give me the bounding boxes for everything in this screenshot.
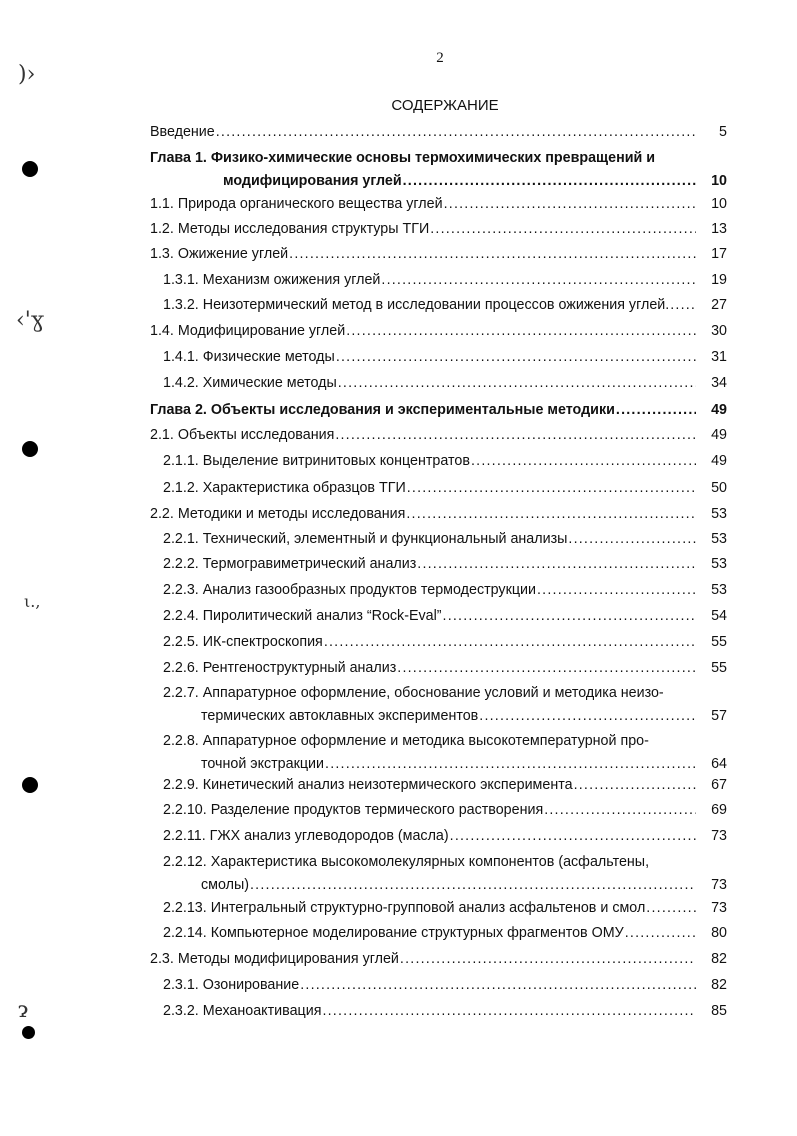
toc-page-number: 31: [711, 349, 727, 365]
page-title: СОДЕРЖАНИЕ: [391, 97, 499, 114]
toc-page-number: 49: [711, 402, 727, 418]
toc-entry-title: 2.2.6. Рентгеноструктурный анализ .....: [163, 660, 700, 676]
toc-page-number: 73: [711, 877, 727, 893]
leader-dots: [216, 124, 696, 140]
leader-dots: [406, 506, 696, 522]
toc-page-number: 55: [711, 660, 727, 676]
scan-mark: )›: [18, 62, 36, 87]
leader-dots: [568, 531, 696, 547]
toc-page-number: 19: [711, 272, 727, 288]
leader-dots: [544, 802, 696, 818]
leader-dots: [381, 272, 696, 288]
leader-dots: [670, 297, 696, 313]
leader-dots: [444, 196, 696, 212]
toc-entry-title: 2.2. Методики и методы исследования .....: [150, 506, 700, 522]
toc-entry-title: 2.1. Объекты исследования .....: [150, 427, 700, 443]
toc-page-number: 27: [711, 297, 727, 313]
toc-entry-title: 2.2.9. Кинетический анализ неизотермического эксперимента .....: [163, 777, 700, 793]
leader-dots: [646, 900, 696, 916]
toc-page-number: 53: [711, 506, 727, 522]
leader-dots: [450, 828, 696, 844]
toc-entry-title: 2.2.3. Анализ газообразных продуктов термодеструкции .....: [163, 582, 700, 598]
toc-page-number: 49: [711, 427, 727, 443]
leader-dots: [417, 556, 696, 572]
toc-page-number: 69: [711, 802, 727, 818]
scan-mark: ‹'ɣ: [16, 308, 45, 333]
leader-dots: [322, 1003, 696, 1019]
toc-page-number: 34: [711, 375, 727, 391]
toc-page-number: 53: [711, 531, 727, 547]
toc-entry-title: 2.2.1. Технический, элементный и функциональный анализы .....: [163, 531, 700, 547]
toc-entry-title: 1.3.1. Механизм ожижения углей .....: [163, 272, 700, 288]
toc-entry-continuation: термических автоклавных экспериментов .....: [201, 708, 700, 724]
toc-page-number: 53: [711, 582, 727, 598]
toc-page-number: 30: [711, 323, 727, 339]
toc-page-number: 53: [711, 556, 727, 572]
toc-entry-title: 2.2.7. Аппаратурное оформление, обоснование условий и методика неизо-: [163, 685, 664, 701]
leader-dots: [430, 221, 696, 237]
toc-page-number: 73: [711, 900, 727, 916]
toc-entry-title: 2.2.8. Аппаратурное оформление и методика высокотемпературной про-: [163, 733, 649, 749]
toc-entry-title: 1.4.2. Химические методы .....: [163, 375, 700, 391]
toc-page-number: 54: [711, 608, 727, 624]
toc-entry-title: Глава 2. Объекты исследования и экспериментальные методики .....: [150, 402, 700, 418]
leader-dots: [300, 977, 696, 993]
toc-entry-title: 2.2.5. ИК-спектроскопия .....: [163, 634, 700, 650]
toc-page-number: 85: [711, 1003, 727, 1019]
toc-entry-title: Глава 1. Физико-химические основы термохимических превращений и: [150, 150, 656, 166]
leader-dots: [625, 925, 696, 941]
toc-entry-title: 2.2.10. Разделение продуктов термического растворения .....: [163, 802, 700, 818]
punch-hole: [22, 441, 38, 457]
toc-page-number: 17: [711, 246, 727, 262]
leader-dots: [403, 173, 696, 189]
leader-dots: [325, 756, 696, 772]
leader-dots: [407, 480, 696, 496]
leader-dots: [574, 777, 696, 793]
leader-dots: [336, 349, 696, 365]
toc-page-number: 57: [711, 708, 727, 724]
toc-page-number: 13: [711, 221, 727, 237]
toc-entry-continuation: модифицирования углей .....: [223, 173, 700, 189]
toc-page-number: 55: [711, 634, 727, 650]
toc-entry-title: Введение .....: [150, 124, 700, 140]
toc-page-number: 49: [711, 453, 727, 469]
toc-entry-title: 2.3. Методы модифицирования углей .....: [150, 951, 700, 967]
toc-entry-title: 2.2.11. ГЖХ анализ углеводородов (масла) .....: [163, 828, 700, 844]
toc-page-number: 64: [711, 756, 727, 772]
toc-entry-title: 2.1.2. Характеристика образцов ТГИ .....: [163, 480, 700, 496]
leader-dots: [479, 708, 696, 724]
leader-dots: [289, 246, 696, 262]
toc-entry-title: 2.2.12. Характеристика высокомолекулярных компонентов (асфальтены,: [163, 854, 650, 870]
toc-entry-title: 2.1.1. Выделение витринитовых концентратов .....: [163, 453, 700, 469]
page-number: 2: [436, 50, 444, 66]
toc-entry-title: 2.2.2. Термогравиметрический анализ .....: [163, 556, 700, 572]
toc-entry-title: 1.4.1. Физические методы .....: [163, 349, 700, 365]
punch-hole: [22, 1026, 35, 1039]
leader-dots: [443, 608, 696, 624]
toc-entry-title: 2.3.2. Механоактивация .....: [163, 1003, 700, 1019]
toc-entry-title: 2.3.1. Озонирование .....: [163, 977, 700, 993]
leader-dots: [335, 427, 696, 443]
scan-mark: ɂ: [18, 998, 29, 1023]
leader-dots: [471, 453, 696, 469]
toc-entry-continuation: точной экстракции .....: [201, 756, 700, 772]
toc-entry-continuation: смолы) .....: [201, 877, 700, 893]
leader-dots: [346, 323, 696, 339]
toc-page-number: 50: [711, 480, 727, 496]
leader-dots: [397, 660, 696, 676]
toc-page-number: 82: [711, 977, 727, 993]
toc-page-number: 5: [719, 124, 727, 140]
toc-entry-title: 1.1. Природа органического вещества углей .....: [150, 196, 700, 212]
toc-entry-title: 1.4. Модифицирование углей .....: [150, 323, 700, 339]
toc-entry-title: 2.2.13. Интегральный структурно-групповой анализ асфальтенов и смол .....: [163, 900, 700, 916]
toc-entry-title: 2.2.14. Компьютерное моделирование структурных фрагментов ОМУ .....: [163, 925, 700, 941]
toc-page-number: 67: [711, 777, 727, 793]
scan-mark: ι.,: [24, 592, 41, 611]
toc-entry-title: 2.2.4. Пиролитический анализ “Rock-Eval” .....: [163, 608, 700, 624]
toc-page-number: 10: [711, 196, 727, 212]
toc-entry-title: 1.3. Ожижение углей .....: [150, 246, 700, 262]
punch-hole: [22, 161, 38, 177]
leader-dots: [338, 375, 696, 391]
punch-hole: [22, 777, 38, 793]
leader-dots: [250, 877, 696, 893]
leader-dots: [616, 402, 696, 418]
leader-dots: [537, 582, 696, 598]
toc-page-number: 82: [711, 951, 727, 967]
toc-entry-title: 1.3.2. Неизотермический метод в исследовании процессов ожижения углей. .....: [163, 297, 700, 313]
toc-page-number: 73: [711, 828, 727, 844]
leader-dots: [324, 634, 696, 650]
toc-page-number: 10: [711, 173, 727, 189]
toc-entry-title: 1.2. Методы исследования структуры ТГИ .....: [150, 221, 700, 237]
leader-dots: [400, 951, 696, 967]
toc-page-number: 80: [711, 925, 727, 941]
